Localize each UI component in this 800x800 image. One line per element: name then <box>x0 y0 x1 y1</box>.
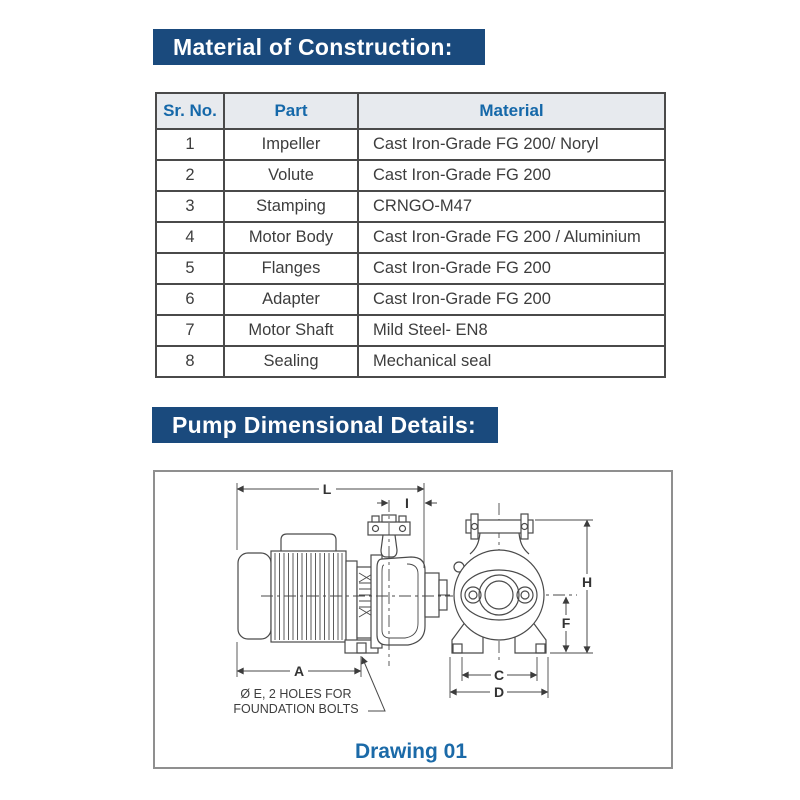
cell-material: Cast Iron-Grade FG 200 <box>358 160 665 191</box>
cell-material: Mechanical seal <box>358 346 665 377</box>
material-of-construction-table <box>155 92 666 378</box>
table-row <box>156 160 665 191</box>
cell-material: Cast Iron-Grade FG 200 <box>358 284 665 315</box>
cell-sr-no: 6 <box>156 284 224 315</box>
cell-sr-no: 1 <box>156 129 224 160</box>
cell-sr-no: 2 <box>156 160 224 191</box>
cell-part: Stamping <box>224 191 358 222</box>
cell-material: Mild Steel- EN8 <box>358 315 665 346</box>
drawing-caption: Drawing 01 <box>354 740 468 763</box>
column-header-part: Part <box>224 93 358 129</box>
column-header-sr-no: Sr. No. <box>156 93 224 129</box>
cell-sr-no: 5 <box>156 253 224 284</box>
cell-sr-no: 3 <box>156 191 224 222</box>
svg-text:I: I <box>405 495 409 511</box>
table-row <box>156 129 665 160</box>
suction-flange-oval <box>461 570 537 620</box>
svg-text:F: F <box>561 615 571 631</box>
svg-text:A: A <box>293 663 305 679</box>
cell-sr-no: 7 <box>156 315 224 346</box>
table-row <box>156 346 665 377</box>
seal-plate <box>346 561 357 644</box>
cell-material: Cast Iron-Grade FG 200/ Noryl <box>358 129 665 160</box>
suction-coupler <box>425 573 439 617</box>
cell-material: Cast Iron-Grade FG 200 <box>358 253 665 284</box>
cell-part: Flanges <box>224 253 358 284</box>
cell-part: Volute <box>224 160 358 191</box>
table-row <box>156 222 665 253</box>
cell-part: Adapter <box>224 284 358 315</box>
cell-sr-no: 4 <box>156 222 224 253</box>
column-header-material: Material <box>358 93 665 129</box>
cell-part: Motor Shaft <box>224 315 358 346</box>
cell-sr-no: 8 <box>156 346 224 377</box>
table-row <box>156 253 665 284</box>
cell-material: Cast Iron-Grade FG 200 / Aluminium <box>358 222 665 253</box>
table-header-row <box>156 93 665 129</box>
flange-bolt <box>372 516 379 522</box>
flange-bolt <box>399 516 406 522</box>
svg-text:H: H <box>581 574 593 590</box>
svg-text:C: C <box>493 667 505 683</box>
terminal-box <box>281 534 336 552</box>
pump-drawing-svg <box>153 470 673 769</box>
table-row <box>156 315 665 346</box>
cell-material: CRNGO-M47 <box>358 191 665 222</box>
table-row <box>156 284 665 315</box>
svg-text:L: L <box>322 481 332 497</box>
pump-dimensional-drawing <box>153 470 673 769</box>
svg-text:D: D <box>493 684 505 700</box>
cell-part: Motor Body <box>224 222 358 253</box>
foundation-note-line1: Ø E, 2 HOLES FOR <box>240 687 352 701</box>
section-title-pump-dimensional-details: Pump Dimensional Details: <box>152 407 498 443</box>
cell-part: Impeller <box>224 129 358 160</box>
motor-body <box>271 551 346 642</box>
section-title-material-of-construction: Material of Construction: <box>153 29 485 65</box>
table-row <box>156 191 665 222</box>
cell-part: Sealing <box>224 346 358 377</box>
foundation-note-line2: FOUNDATION BOLTS <box>233 702 359 716</box>
